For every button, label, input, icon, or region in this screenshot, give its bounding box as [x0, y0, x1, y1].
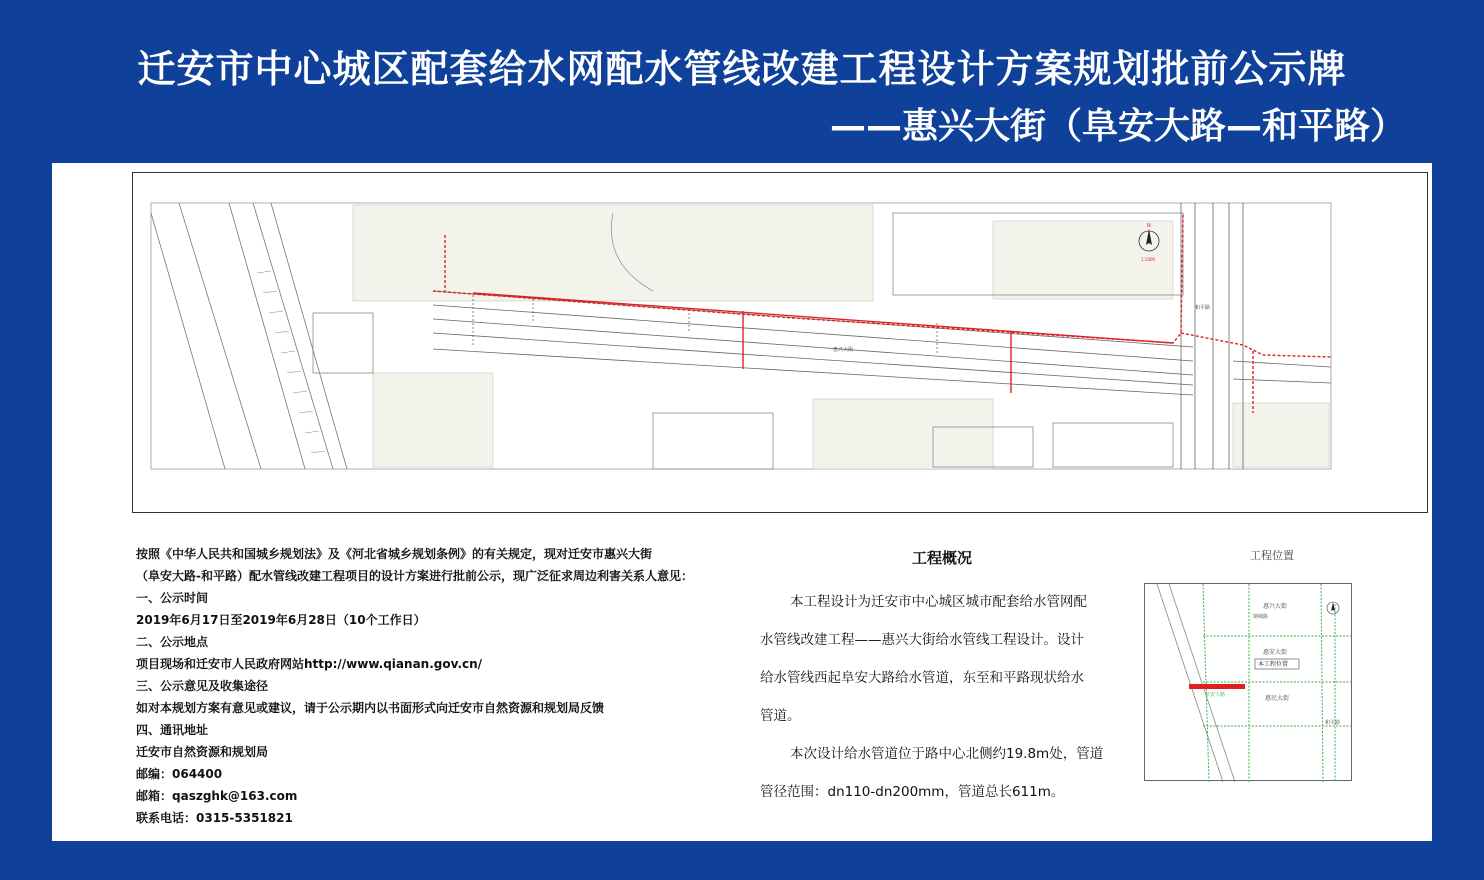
plan-map [132, 172, 1428, 513]
overview-line: 水管线改建工程——惠兴大街给水管线工程设计。设计 [760, 632, 1084, 648]
north-label: N [1147, 223, 1151, 229]
plan-map-drawing [133, 173, 1429, 514]
section-4-title: 四、通讯地址 [136, 723, 209, 737]
overview-line: 给水管线西起阜安大路给水管道，东至和平路现状给水 [760, 670, 1084, 686]
overview-title: 工程概况 [912, 549, 973, 567]
street-label: 惠兴大街 [833, 347, 854, 353]
board-panel [52, 163, 1432, 841]
section-1-title: 一、公示时间 [136, 591, 209, 605]
section-2-body: 项目现场和迁安市人民政府网站http://www.qianan.gov.cn/ [136, 657, 483, 671]
diagonal-roads [1157, 584, 1235, 782]
diagonal-road [151, 203, 347, 469]
road-v1: 钢城路 [1253, 614, 1269, 620]
section-2-title: 二、公示地点 [136, 635, 209, 649]
street-1: 惠兴大街 [1263, 603, 1288, 610]
section-3-body: 如对本规划方案有意见或建议，请于公示期内以书面形式向迁安市自然资源和规划局反馈 [136, 701, 605, 715]
project-tag: 本工程位置 [1258, 661, 1289, 668]
dimension-marks [473, 295, 937, 353]
location-map-drawing [1145, 584, 1353, 782]
overview-line: 本次设计给水管道位于路中心北侧约19.8m处，管道 [790, 746, 1104, 762]
overview-line: 管径范围：dn110-dn200mm，管道总长611m。 [760, 784, 1065, 800]
crossing-label: 和平路 [1195, 305, 1211, 311]
street-3: 惠民大街 [1265, 695, 1290, 702]
phone: 联系电话：0315-5351821 [136, 811, 293, 825]
overview-body [760, 583, 1142, 811]
overview-line: 本工程设计为迁安市中心城区城市配套给水管网配 [790, 594, 1087, 610]
section-3-title: 三、公示意见及收集途径 [136, 679, 269, 693]
postcode: 邮编：064400 [136, 767, 223, 781]
page-subtitle: ——惠兴大街（阜安大路—和平路） [829, 106, 1406, 147]
scale-label: 1:1000 [1141, 257, 1156, 262]
green-areas [353, 205, 1329, 469]
railway-hatch [257, 271, 325, 453]
section-4-org: 迁安市自然资源和规划局 [136, 745, 269, 759]
location-label: 工程位置 [1250, 549, 1294, 562]
main-street [433, 291, 1193, 395]
street-2: 惠安大街 [1263, 649, 1288, 656]
notice-intro-2: （阜安大路-和平路）配水管线改建工程项目的设计方案进行批前公示，现广泛征求周边利害关系人意见： [136, 569, 693, 583]
overview-line: 管道。 [760, 708, 801, 724]
notice-intro-1: 按照《中华人民共和国城乡规划法》及《河北省城乡规划条例》的有关规定，现对迁安市惠兴大街 [136, 547, 653, 561]
location-map [1144, 583, 1352, 781]
project-line [1189, 684, 1245, 689]
section-1-body: 2019年6月17日至2019年6月28日（10个工作日） [136, 613, 426, 627]
road-v2: 和平路 [1325, 720, 1341, 726]
notice-text [136, 543, 756, 829]
page-title: 迁安市中心城区配套给水网配水管线改建工程设计方案规划批前公示牌 [137, 47, 1347, 91]
road-tag: 阜安大路 [1205, 692, 1226, 698]
email: 邮箱：qaszghk@163.com [136, 789, 298, 803]
